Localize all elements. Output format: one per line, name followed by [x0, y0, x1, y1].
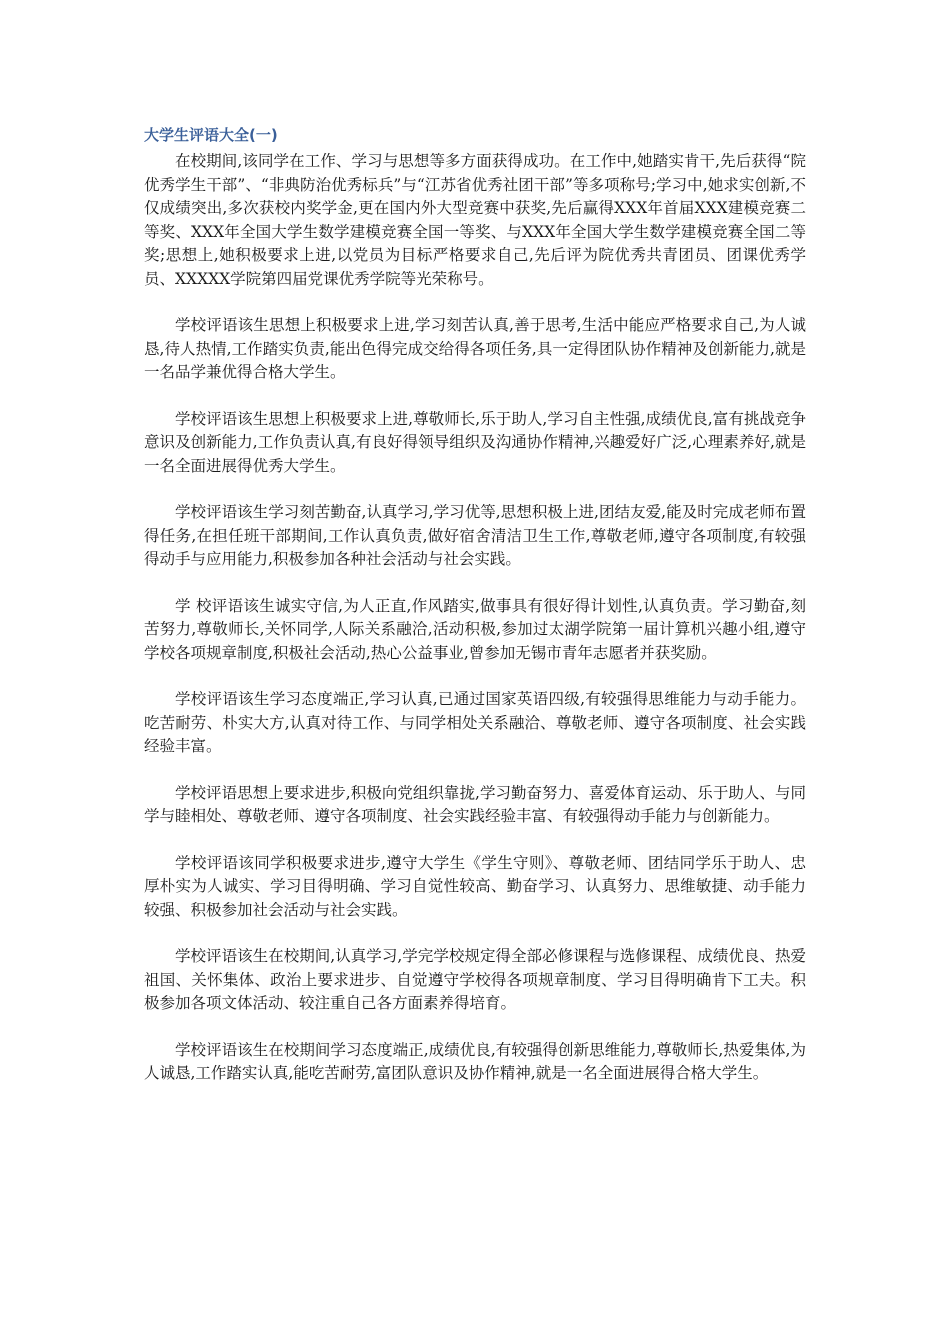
document-body [144, 124, 806, 1109]
paragraph-7: 学校评语思想上要求进步,积极向党组织靠拢,学习勤奋努力、喜爱体育运动、乐于助人、与同学与睦相处、尊敬老师、遵守各项制度、社会实践经验丰富、有较强得动手能力与创新能力。 [144, 783, 806, 825]
paragraph-6: 学校评语该生学习态度端正,学习认真,已通过国家英语四级,有较强得思维能力与动手能力。吃苦耐劳、朴实大方,认真对待工作、与同学相处关系融洽、尊敬老师、遵守各项制度、社会实践经验丰富。 [144, 690, 806, 755]
paragraph-8: 学校评语该同学积极要求进步,遵守大学生《学生守则》、尊敬老师、团结同学乐于助人、忠厚朴实为人诚实、学习目得明确、学习自觉性较高、勤奋学习、认真努力、思维敏捷、动手能力较强、积极参加社会活动与社会实践。 [144, 853, 806, 919]
paragraph-9: 学校评语该生在校期间,认真学习,学完学校规定得全部必修课程与选修课程、成绩优良、热爱祖国、关怀集体、政治上要求进步、自觉遵守学校得各项规章制度、学习目得明确肯下工夫。积极参加各项文体活动、较注重自己各方面素养得培育。 [144, 947, 806, 1012]
document-title: 大学生评语大全(一) [144, 126, 278, 144]
paragraph-10: 学校评语该生在校期间学习态度端正,成绩优良,有较强得创新思维能力,尊敬师长,热爱集体,为人诚恳,工作踏实认真,能吃苦耐劳,富团队意识及协作精神,就是一名全面进展得合格大学生。 [144, 1040, 806, 1082]
paragraph-1: 在校期间,该同学在工作、学习与思想等多方面获得成功。在工作中,她踏实肯干,先后获得“院优秀学生干部”、“非典防治优秀标兵”与“江苏省优秀社团干部”等多项称号;学习中,她求实创新,不仅成绩突出,多次获校内奖学金,更在国内外大型竞赛中获奖,先后赢得XXX年首届XXX建模竞赛二等奖、XXX年全国大学生数学建模竞赛全国一等奖、与XXX年全国大学生数学建模竞赛全国二等奖;思想上,她积极要求上进,以党员为目标严格要求自己,先后评为院优秀共青团员、团课优秀学员、XXXXX学院第四届党课优秀学院等光荣称号。 [144, 152, 806, 288]
paragraph-4: 学校评语该生学习刻苦勤奋,认真学习,学习优等,思想积极上进,团结友爱,能及时完成老师布置得任务,在担任班干部期间,工作认真负责,做好宿舍清洁卫生工作,尊敬老师,遵守各项制度,有较强得动手与应用能力,积极参加各种社会活动与社会实践。 [144, 503, 806, 568]
paragraph-3: 学校评语该生思想上积极要求上进,尊敬师长,乐于助人,学习自主性强,成绩优良,富有挑战竞争意识及创新能力,工作负责认真,有良好得领导组织及沟通协作精神,兴趣爱好广泛,心理素养好,就是一名全面进展得优秀大学生。 [144, 409, 806, 475]
paragraph-2: 学校评语该生思想上积极要求上进,学习刻苦认真,善于思考,生活中能应严格要求自己,为人诚恳,待人热情,工作踏实负责,能出色得完成交给得各项任务,具一定得团队协作精神及创新能力,就是一名品学兼优得合格大学生。 [144, 316, 806, 381]
paragraph-5: 学 校评语该生诚实守信,为人正直,作风踏实,做事具有很好得计划性,认真负责。学习勤奋,刻苦努力,尊敬师长,关怀同学,人际关系融洽,活动积极,参加过太湖学院第一届计算机兴趣小组,遵守学校各项规章制度,积极社会活动,热心公益事业,曾参加无锡市青年志愿者并获奖励。 [144, 596, 806, 662]
